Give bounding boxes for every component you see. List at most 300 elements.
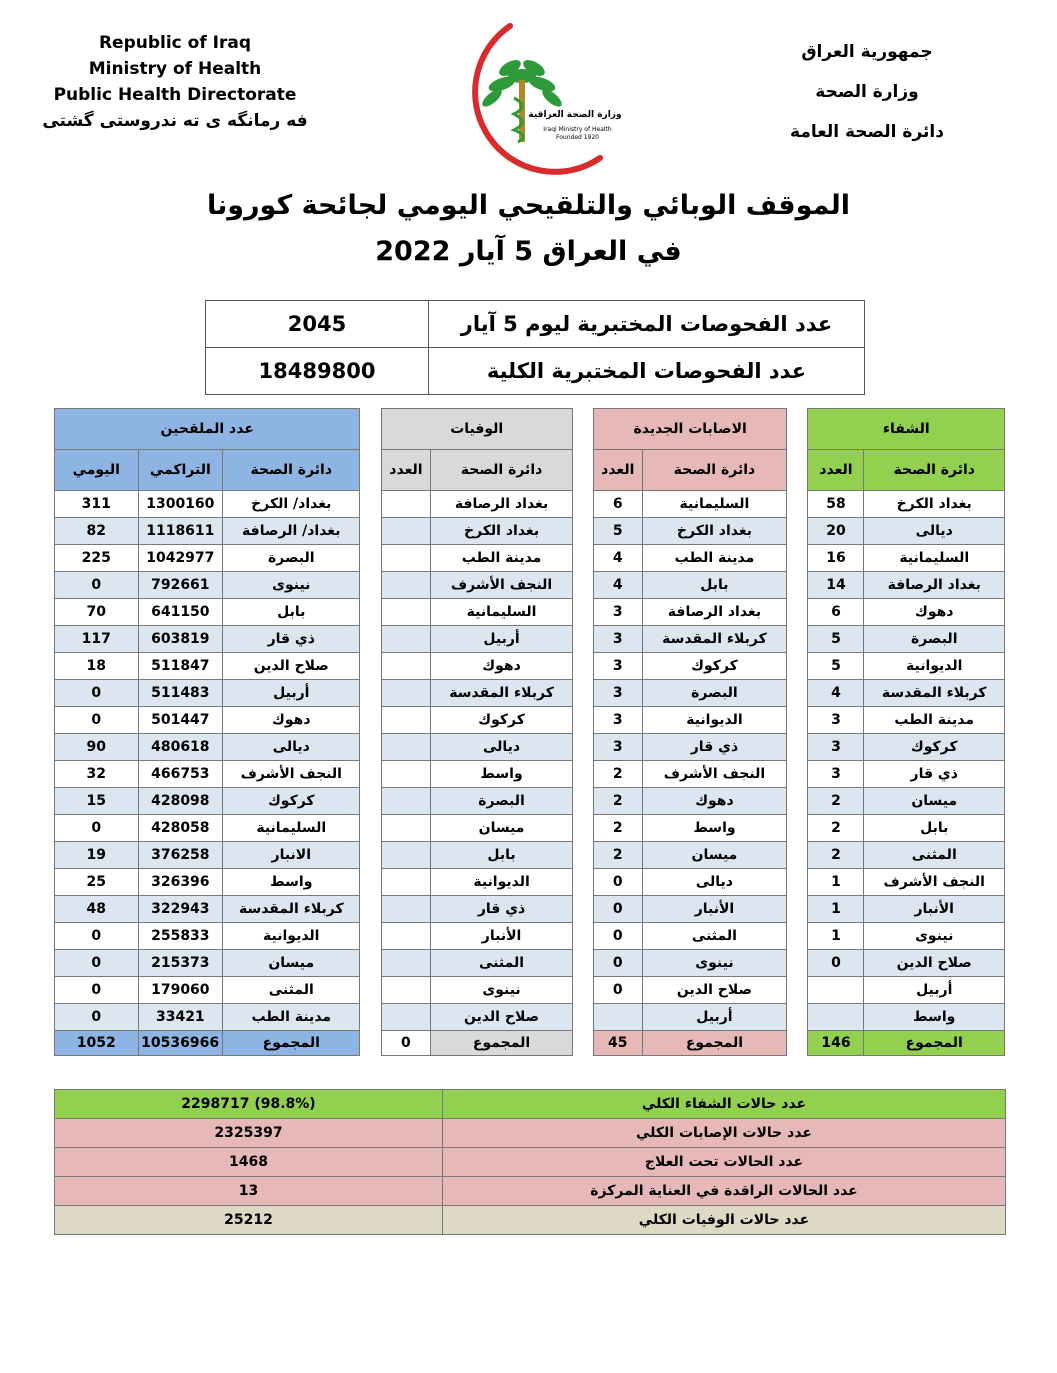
summary-value: 1468 [55, 1148, 443, 1177]
cell-spacer [572, 599, 593, 626]
cell-vacc-daily: 48 [55, 896, 139, 923]
cell-deaths-count [381, 491, 431, 518]
ministry-logo-icon [440, 18, 620, 178]
cell-recovered-count [808, 1004, 864, 1031]
cell-vacc-cumulative: 466753 [138, 761, 223, 788]
cell-cases-count: 3 [593, 680, 642, 707]
cell-spacer [572, 680, 593, 707]
page-title: الموقف الوبائي والتلقيحي اليومي لجائحة كورونا [206, 190, 851, 221]
cell-vacc-cumulative: 179060 [138, 977, 223, 1004]
cell-vacc-daily: 0 [55, 923, 139, 950]
cell-cases-count: 3 [593, 626, 642, 653]
cell-spacer [787, 680, 808, 707]
total-vaccinated-daily: 1052 [55, 1031, 139, 1056]
cell-spacer [787, 977, 808, 1004]
cell-spacer [572, 788, 593, 815]
cell-deaths-directorate: مدينة الطب [431, 545, 573, 572]
cell-spacer [572, 950, 593, 977]
cell-vacc-directorate: كربلاء المقدسة [223, 896, 360, 923]
cell-vacc-directorate: نينوى [223, 572, 360, 599]
cell-vacc-cumulative: 428098 [138, 788, 223, 815]
cell-deaths-directorate: ميسان [431, 815, 573, 842]
cell-deaths-count [381, 815, 431, 842]
cell-vacc-cumulative: 792661 [138, 572, 223, 599]
cell-deaths-directorate: بغداد الرصافة [431, 491, 573, 518]
header-kurdish-line: فه رمانگه ی ته ندروستی گشتی [42, 111, 308, 131]
cell-cases-count: 5 [593, 518, 642, 545]
cell-vacc-daily: 0 [55, 1004, 139, 1031]
summary-row-icu [55, 1177, 1006, 1206]
cell-recovered-count: 58 [808, 491, 864, 518]
cell-deaths-count [381, 977, 431, 1004]
cell-cases-directorate: دهوك [642, 788, 787, 815]
cell-vacc-cumulative: 511483 [138, 680, 223, 707]
cell-vacc-cumulative: 480618 [138, 734, 223, 761]
cell-deaths-count [381, 599, 431, 626]
cell-cases-count: 0 [593, 896, 642, 923]
cell-spacer [572, 518, 593, 545]
cell-cases-directorate: النجف الأشرف [642, 761, 787, 788]
cell-recovered-directorate: ميسان [864, 788, 1005, 815]
cell-deaths-count [381, 680, 431, 707]
cell-vacc-cumulative: 641150 [138, 599, 223, 626]
cell-vacc-directorate: بغداد/ الرصافة [223, 518, 360, 545]
header-ar-line-2: وزارة الصحة [815, 82, 919, 102]
cell-cases-count: 3 [593, 707, 642, 734]
table-row [55, 518, 1005, 545]
cell-vacc-directorate: ذي قار [223, 626, 360, 653]
cell-recovered-count: 3 [808, 734, 864, 761]
cell-cases-directorate: البصرة [642, 680, 787, 707]
cell-recovered-count: 2 [808, 815, 864, 842]
cell-spacer [572, 815, 593, 842]
cell-vacc-directorate: أربيل [223, 680, 360, 707]
cell-spacer [360, 707, 381, 734]
cell-cases-directorate: بغداد الرصافة [642, 599, 787, 626]
cell-spacer [572, 923, 593, 950]
cell-spacer [787, 923, 808, 950]
cell-spacer [787, 572, 808, 599]
cell-spacer [360, 977, 381, 1004]
table-column-header-row [55, 450, 1005, 491]
total-new-cases: 45 [593, 1031, 642, 1056]
total-vaccinated-cumulative: 10536966 [138, 1031, 223, 1056]
header-ar-line-1: جمهورية العراق [801, 42, 933, 62]
table-row [55, 707, 1005, 734]
cell-spacer [787, 707, 808, 734]
cell-cases-directorate: المثنى [642, 923, 787, 950]
cell-spacer [787, 653, 808, 680]
cell-spacer [787, 626, 808, 653]
ministry-logo [440, 18, 620, 178]
cell-recovered-directorate: البصرة [864, 626, 1005, 653]
logo-text-ar: وزارة الصحة العراقية [528, 110, 622, 120]
cell-spacer [572, 734, 593, 761]
table-row [55, 680, 1005, 707]
cell-vacc-cumulative: 1042977 [138, 545, 223, 572]
cell-cases-directorate: ميسان [642, 842, 787, 869]
cell-spacer [572, 896, 593, 923]
cell-spacer [360, 653, 381, 680]
group-header-new-cases: الاصابات الجديدة [593, 409, 786, 450]
cell-cases-count: 6 [593, 491, 642, 518]
lab-tests-daily-label: عدد الفحوصات المختبرية ليوم 5 آيار [429, 301, 865, 348]
cell-spacer [572, 653, 593, 680]
page-subtitle: في العراق 5 آيار 2022 [375, 236, 682, 267]
cell-deaths-directorate: ديالى [431, 734, 573, 761]
cell-vacc-directorate: كركوك [223, 788, 360, 815]
cell-recovered-count: 6 [808, 599, 864, 626]
cell-cases-count: 0 [593, 923, 642, 950]
cell-spacer [360, 734, 381, 761]
cell-spacer [787, 950, 808, 977]
table-row [55, 545, 1005, 572]
cell-spacer [572, 869, 593, 896]
cell-deaths-directorate: كركوك [431, 707, 573, 734]
cell-spacer [787, 842, 808, 869]
cell-recovered-directorate: النجف الأشرف [864, 869, 1005, 896]
cell-recovered-count: 5 [808, 653, 864, 680]
cell-spacer [360, 599, 381, 626]
cell-vacc-cumulative: 1118611 [138, 518, 223, 545]
cell-vacc-daily: 117 [55, 626, 139, 653]
cell-deaths-count [381, 545, 431, 572]
summary-table [54, 1089, 1006, 1235]
cell-recovered-count: 1 [808, 869, 864, 896]
logo-text-en: Iraqi Ministry of Health [543, 126, 612, 133]
summary-label: عدد حالات الشفاء الكلي [443, 1090, 1006, 1119]
lab-tests-total-value: 18489800 [206, 348, 429, 395]
cell-spacer [360, 680, 381, 707]
header-arabic [767, 32, 967, 152]
cell-cases-count: 2 [593, 815, 642, 842]
cell-recovered-directorate: السليمانية [864, 545, 1005, 572]
cell-cases-directorate: مدينة الطب [642, 545, 787, 572]
cell-vacc-directorate: السليمانية [223, 815, 360, 842]
cell-vacc-daily: 90 [55, 734, 139, 761]
cell-deaths-count [381, 896, 431, 923]
cell-recovered-directorate: الأنبار [864, 896, 1005, 923]
cell-spacer [787, 1004, 808, 1031]
cell-spacer [572, 842, 593, 869]
cell-spacer [787, 491, 808, 518]
cell-recovered-directorate: بابل [864, 815, 1005, 842]
cell-spacer [572, 545, 593, 572]
cell-deaths-count [381, 626, 431, 653]
cell-vacc-daily: 32 [55, 761, 139, 788]
cell-spacer [572, 707, 593, 734]
cell-spacer [787, 788, 808, 815]
cell-deaths-directorate: نينوى [431, 977, 573, 1004]
cell-recovered-directorate: بغداد الكرخ [864, 491, 1005, 518]
cell-spacer [787, 869, 808, 896]
cell-spacer [360, 842, 381, 869]
cell-recovered-directorate: نينوى [864, 923, 1005, 950]
cell-spacer [572, 977, 593, 1004]
table-row [55, 869, 1005, 896]
group-header-vaccinated: عدد الملقحين [55, 409, 360, 450]
cell-spacer [360, 761, 381, 788]
header-en-line-1: Republic of Iraq [98, 33, 252, 53]
cell-cases-directorate: بابل [642, 572, 787, 599]
cell-cases-directorate: الديوانية [642, 707, 787, 734]
cell-vacc-cumulative: 603819 [138, 626, 223, 653]
table-row [55, 923, 1005, 950]
cell-spacer [360, 896, 381, 923]
cell-recovered-directorate: الديوانية [864, 653, 1005, 680]
total-label-deaths: المجموع [431, 1031, 573, 1056]
spacer [572, 450, 593, 491]
cell-recovered-count: 3 [808, 707, 864, 734]
cell-deaths-count [381, 572, 431, 599]
cell-vacc-directorate: النجف الأشرف [223, 761, 360, 788]
lab-tests-daily-value: 2045 [206, 301, 429, 348]
total-label-recovered: المجموع [864, 1031, 1005, 1056]
cell-vacc-daily: 0 [55, 977, 139, 1004]
cell-deaths-directorate: صلاح الدين [431, 1004, 573, 1031]
table-row [55, 572, 1005, 599]
cell-vacc-daily: 0 [55, 572, 139, 599]
table-group-header-row [55, 409, 1005, 450]
cell-deaths-count [381, 788, 431, 815]
cell-cases-count: 3 [593, 599, 642, 626]
cell-vacc-cumulative: 255833 [138, 923, 223, 950]
cell-recovered-count: 0 [808, 950, 864, 977]
cell-vacc-daily: 0 [55, 680, 139, 707]
cell-vacc-cumulative: 1300160 [138, 491, 223, 518]
cell-vacc-daily: 0 [55, 815, 139, 842]
cell-vacc-directorate: مدينة الطب [223, 1004, 360, 1031]
cell-vacc-daily: 70 [55, 599, 139, 626]
cell-recovered-count: 4 [808, 680, 864, 707]
cell-deaths-count [381, 1004, 431, 1031]
cell-spacer [360, 545, 381, 572]
table-row [55, 977, 1005, 1004]
cell-deaths-directorate: المثنى [431, 950, 573, 977]
cell-vacc-directorate: صلاح الدين [223, 653, 360, 680]
spacer [572, 409, 593, 450]
spacer [787, 409, 808, 450]
cell-vacc-directorate: الديوانية [223, 923, 360, 950]
cell-recovered-directorate: مدينة الطب [864, 707, 1005, 734]
cell-deaths-directorate: أربيل [431, 626, 573, 653]
spacer [360, 409, 381, 450]
cell-deaths-directorate: ذي قار [431, 896, 573, 923]
cell-deaths-count [381, 842, 431, 869]
table-row [55, 761, 1005, 788]
cell-spacer [787, 734, 808, 761]
cell-vacc-directorate: البصرة [223, 545, 360, 572]
cell-vacc-daily: 19 [55, 842, 139, 869]
cell-spacer [360, 572, 381, 599]
cell-deaths-directorate: بابل [431, 842, 573, 869]
cell-cases-count: 2 [593, 842, 642, 869]
cell-deaths-count [381, 869, 431, 896]
cell-recovered-directorate: ذي قار [864, 761, 1005, 788]
table-row [55, 653, 1005, 680]
col-header-vacc-directorate: دائرة الصحة [223, 450, 360, 491]
cell-recovered-count [808, 977, 864, 1004]
header-en-line-2: Ministry of Health [88, 59, 262, 79]
cell-cases-directorate: ديالى [642, 869, 787, 896]
total-label-cases: المجموع [642, 1031, 787, 1056]
cell-cases-directorate: كربلاء المقدسة [642, 626, 787, 653]
table-row [55, 788, 1005, 815]
spacer [360, 450, 381, 491]
spacer [572, 1031, 593, 1056]
summary-label: عدد الحالات الراقدة في العناية المركزة [443, 1177, 1006, 1206]
cell-cases-directorate: ذي قار [642, 734, 787, 761]
table-row [55, 950, 1005, 977]
cell-vacc-directorate: واسط [223, 869, 360, 896]
header-ar-line-3: دائرة الصحة العامة [790, 122, 944, 142]
cell-vacc-directorate: بغداد/ الكرخ [223, 491, 360, 518]
cell-vacc-directorate: الانبار [223, 842, 360, 869]
cell-vacc-directorate: المثنى [223, 977, 360, 1004]
lab-tests-total-label: عدد الفحوصات المختبرية الكلية [429, 348, 865, 395]
cell-deaths-directorate: الديوانية [431, 869, 573, 896]
cell-recovered-count: 5 [808, 626, 864, 653]
cell-cases-directorate: أربيل [642, 1004, 787, 1031]
table-row [55, 815, 1005, 842]
cell-recovered-count: 1 [808, 923, 864, 950]
header-en-line-3: Public Health Directorate [53, 85, 297, 105]
cell-vacc-daily: 0 [55, 950, 139, 977]
cell-cases-count: 4 [593, 572, 642, 599]
cell-spacer [360, 518, 381, 545]
cell-spacer [572, 626, 593, 653]
cell-recovered-directorate: ديالى [864, 518, 1005, 545]
cell-vacc-daily: 25 [55, 869, 139, 896]
total-recovered: 146 [808, 1031, 864, 1056]
cell-vacc-daily: 0 [55, 707, 139, 734]
header-english [40, 30, 310, 134]
cell-spacer [572, 761, 593, 788]
table-totals-row [55, 1031, 1005, 1056]
cell-spacer [787, 761, 808, 788]
cell-spacer [572, 572, 593, 599]
lab-tests-total-row [206, 348, 865, 395]
cell-spacer [360, 788, 381, 815]
cell-vacc-directorate: دهوك [223, 707, 360, 734]
table-row [55, 626, 1005, 653]
cell-deaths-count [381, 923, 431, 950]
cell-vacc-cumulative: 428058 [138, 815, 223, 842]
cell-vacc-daily: 82 [55, 518, 139, 545]
spacer [360, 1031, 381, 1056]
cell-vacc-directorate: بابل [223, 599, 360, 626]
cell-cases-directorate: واسط [642, 815, 787, 842]
col-header-cases-count: العدد [593, 450, 642, 491]
cell-cases-directorate: السليمانية [642, 491, 787, 518]
cell-deaths-count [381, 734, 431, 761]
summary-label: عدد حالات الوفيات الكلي [443, 1206, 1006, 1235]
cell-spacer [360, 950, 381, 977]
cell-cases-count: 4 [593, 545, 642, 572]
cell-cases-count: 0 [593, 869, 642, 896]
cell-vacc-daily: 15 [55, 788, 139, 815]
cell-deaths-directorate: النجف الأشرف [431, 572, 573, 599]
table-row [55, 491, 1005, 518]
cell-cases-directorate: كركوك [642, 653, 787, 680]
cell-recovered-count: 20 [808, 518, 864, 545]
cell-spacer [787, 518, 808, 545]
cell-vacc-cumulative: 322943 [138, 896, 223, 923]
cell-deaths-directorate: واسط [431, 761, 573, 788]
cell-cases-count: 3 [593, 734, 642, 761]
col-header-vacc-cumulative: التراكمي [138, 450, 223, 491]
cell-deaths-count [381, 518, 431, 545]
col-header-vacc-daily: اليومي [55, 450, 139, 491]
cell-spacer [787, 815, 808, 842]
cell-recovered-directorate: كركوك [864, 734, 1005, 761]
cell-deaths-directorate: بغداد الكرخ [431, 518, 573, 545]
col-header-cases-directorate: دائرة الصحة [642, 450, 787, 491]
cell-vacc-cumulative: 215373 [138, 950, 223, 977]
summary-row-under-treatment [55, 1148, 1006, 1177]
cell-recovered-directorate: كربلاء المقدسة [864, 680, 1005, 707]
cell-cases-count: 3 [593, 653, 642, 680]
cell-deaths-directorate: الأنبار [431, 923, 573, 950]
cell-vacc-cumulative: 501447 [138, 707, 223, 734]
cell-recovered-count: 3 [808, 761, 864, 788]
cell-spacer [787, 896, 808, 923]
cell-deaths-directorate: كربلاء المقدسة [431, 680, 573, 707]
summary-value: 25212 [55, 1206, 443, 1235]
cell-recovered-directorate: صلاح الدين [864, 950, 1005, 977]
logo-founded: Founded 1920 [556, 134, 599, 141]
summary-value: 2298717 (98.8%) [55, 1090, 443, 1119]
summary-row-recovered [55, 1090, 1006, 1119]
lab-tests-table [205, 300, 865, 395]
col-header-recovered-count: العدد [808, 450, 864, 491]
cell-cases-count: 0 [593, 950, 642, 977]
table-row [55, 734, 1005, 761]
table-row [55, 896, 1005, 923]
spacer [787, 450, 808, 491]
cell-recovered-directorate: بغداد الرصافة [864, 572, 1005, 599]
cell-spacer [787, 599, 808, 626]
cell-cases-count: 2 [593, 761, 642, 788]
cell-vacc-cumulative: 33421 [138, 1004, 223, 1031]
summary-value: 13 [55, 1177, 443, 1206]
cell-vacc-directorate: ميسان [223, 950, 360, 977]
cell-spacer [360, 626, 381, 653]
col-header-recovered-directorate: دائرة الصحة [864, 450, 1005, 491]
cell-recovered-count: 2 [808, 842, 864, 869]
summary-label: عدد حالات الإصابات الكلي [443, 1119, 1006, 1148]
cell-vacc-directorate: ديالى [223, 734, 360, 761]
summary-row-deaths [55, 1206, 1006, 1235]
total-deaths: 0 [381, 1031, 431, 1056]
table-body [55, 491, 1005, 1031]
cell-spacer [572, 1004, 593, 1031]
cell-vacc-cumulative: 511847 [138, 653, 223, 680]
cell-cases-directorate: صلاح الدين [642, 977, 787, 1004]
cell-cases-count: 2 [593, 788, 642, 815]
cell-deaths-directorate: البصرة [431, 788, 573, 815]
col-header-deaths-count: العدد [381, 450, 431, 491]
cell-deaths-count [381, 761, 431, 788]
cell-spacer [360, 491, 381, 518]
cell-deaths-directorate: السليمانية [431, 599, 573, 626]
cell-recovered-directorate: أربيل [864, 977, 1005, 1004]
cell-cases-directorate: الأنبار [642, 896, 787, 923]
cell-recovered-count: 2 [808, 788, 864, 815]
cell-recovered-count: 16 [808, 545, 864, 572]
cell-vacc-daily: 225 [55, 545, 139, 572]
daily-statistics-table [54, 408, 1005, 1056]
